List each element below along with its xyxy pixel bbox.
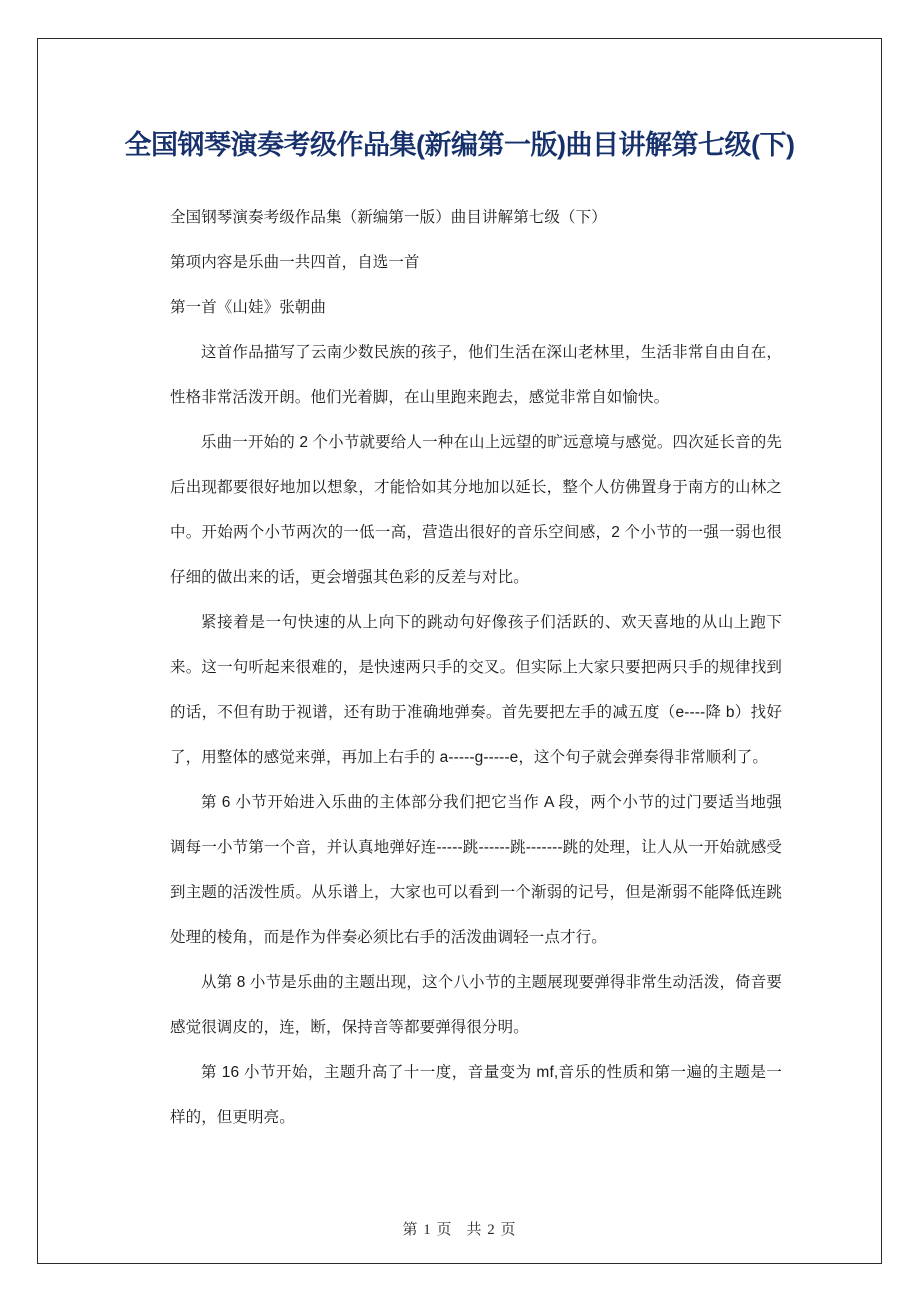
paragraph: 第 6 小节开始进入乐曲的主体部分我们把它当作 A 段，两个小节的过门要适当地强调每一小节第一个音，并认真地弹好连-----跳------跳-------跳的处理，让人从一开始就感受到主题的活泼性质。从乐谱上，大家也可以看到一个渐弱的记号，但是渐弱不能降低连跳处理的棱角，而是作为伴奏必须比右手的活泼曲调轻一点才行。 <box>170 794 782 946</box>
document-heading-line: 全国钢琴演奏考级作品集（新编第一版）曲目讲解第七级（下） <box>170 209 607 226</box>
document-body <box>170 195 782 1140</box>
footer-total-pages: 共 2 页 <box>466 1222 517 1238</box>
page-title: 全国钢琴演奏考级作品集(新编第一版)曲目讲解第七级(下) <box>124 130 795 160</box>
paragraph: 第 16 小节开始，主题升高了十一度，音量变为 mf,音乐的性质和第一遍的主题是一样的，但更明亮。 <box>170 1064 782 1126</box>
paragraph: 乐曲一开始的 2 个小节就要给人一种在山上远望的旷远意境与感觉。四次延长音的先后出现都要很好地加以想象，才能恰如其分地加以延长，整个人仿佛置身于南方的山林之中。开始两个小节两次的一低一高，营造出很好的音乐空间感，2 个小节的一强一弱也很仔细的做出来的话，更会增强其色彩的反差与对比。 <box>170 434 782 586</box>
document-subheading-line: 第项内容是乐曲一共四首，自选一首 <box>170 254 420 271</box>
page-frame <box>37 38 882 1264</box>
footer-current-page: 第 1 页 <box>402 1222 453 1238</box>
paragraph: 这首作品描写了云南少数民族的孩子，他们生活在深山老林里，生活非常自由自在，性格非常活泼开朗。他们光着脚，在山里跑来跑去，感觉非常自如愉快。 <box>170 344 782 406</box>
document-piece-line: 第一首《山娃》张朝曲 <box>170 299 327 316</box>
paragraph: 从第 8 小节是乐曲的主题出现，这个八小节的主题展现要弹得非常生动活泼，倚音要感觉很调皮的，连，断，保持音等都要弹得很分明。 <box>170 974 782 1036</box>
page-footer <box>38 1218 881 1239</box>
paragraph: 紧接着是一句快速的从上向下的跳动句好像孩子们活跃的、欢天喜地的从山上跑下来。这一句听起来很难的，是快速两只手的交叉。但实际上大家只要把两只手的规律找到的话，不但有助于视谱，还有助于准确地弹奏。首先要把左手的减五度（e----降 b）找好了，用整体的感觉来弹，再加上右手的 a-----g-----e，这个句子就会弹奏得非常顺利了。 <box>170 614 782 766</box>
